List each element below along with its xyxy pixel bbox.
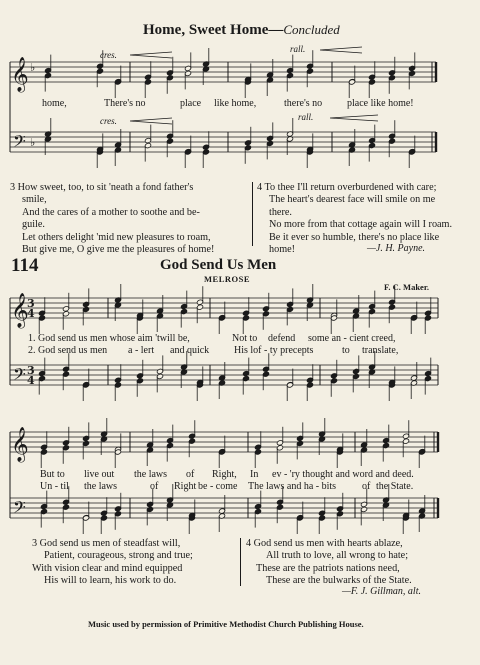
concluded-lyric: there's no bbox=[284, 98, 323, 109]
dyn-cres-lower: cres. bbox=[100, 116, 117, 126]
svg-text:♭: ♭ bbox=[30, 61, 36, 74]
svg-text:3: 3 bbox=[27, 364, 35, 377]
concluded-lyric: like home, bbox=[214, 98, 257, 109]
lyric-v1: some an - cient creed, bbox=[308, 333, 396, 344]
lyric-v2: the laws bbox=[84, 481, 118, 492]
dyn-rall-upper: rall. bbox=[290, 44, 306, 54]
concluded-lyric: place like home! bbox=[347, 98, 414, 109]
lyric-v2: of bbox=[362, 481, 371, 492]
lyric-v2: The laws and ha - bits bbox=[248, 481, 337, 492]
lyric-v2: 2. God send us men bbox=[28, 345, 108, 356]
lyric-v1: In bbox=[250, 469, 259, 480]
lyric-v2: a - lert bbox=[128, 345, 155, 356]
lyric-v1: Right, bbox=[212, 469, 237, 480]
home-stanza-4: 4 To thee I'll return overburdened with care; The heart's dearest face will smile on me there. No more from that cottage again will I roam. Be it ever so humble, there's no place like home! bbox=[257, 182, 453, 256]
lyric-v1: defend bbox=[268, 333, 296, 344]
lyric-v2: the State. bbox=[376, 481, 414, 492]
tune-name: MELROSE bbox=[204, 274, 251, 284]
home-stanza-3: 3 How sweet, too, to sit 'neath a fond father's smile, And the cares of a mother to soothe and be- guile. Let others delight 'mid new pleasures to roam, But give me, O give me the pleasures of home! bbox=[10, 182, 215, 256]
svg-text:𝄢: 𝄢 bbox=[13, 364, 26, 388]
svg-text:4: 4 bbox=[27, 374, 35, 387]
dyn-rall-lower: rall. bbox=[298, 112, 314, 122]
svg-text:4: 4 bbox=[27, 307, 35, 320]
svg-text:𝄢: 𝄢 bbox=[13, 497, 26, 521]
svg-text:𝄞: 𝄞 bbox=[11, 57, 29, 92]
composer: F. C. Maker. bbox=[384, 282, 429, 292]
lyric-v2: Right bbox=[174, 481, 197, 492]
lyric-v2: of bbox=[150, 481, 159, 492]
lyric-v2: Un - til bbox=[40, 481, 69, 492]
lyric-v2: to bbox=[342, 345, 350, 356]
lyric-v1: Not to bbox=[232, 333, 258, 344]
svg-text:3: 3 bbox=[27, 297, 35, 310]
footer-credit: Music used by permission of Primitive Methodist Church Publishing House. bbox=[88, 619, 364, 629]
lyric-v2: translate, bbox=[362, 345, 399, 356]
lyric-v1: the laws bbox=[134, 469, 168, 480]
svg-text:𝄞: 𝄞 bbox=[11, 427, 29, 462]
lyric-v1: But to bbox=[40, 469, 65, 480]
stanza-divider bbox=[240, 538, 241, 586]
concluded-lyric: There's no bbox=[104, 98, 146, 109]
dyn-cres-upper: cres. bbox=[100, 50, 117, 60]
hymn-attribution: —F. J. Gillman, alt. bbox=[342, 586, 421, 597]
concluded-title: Home, Sweet Home—Concluded bbox=[143, 22, 340, 38]
lyric-v2: His lof - ty precepts bbox=[234, 345, 314, 356]
hymn-stanza-3: 3 God send us men of steadfast will, Patient, courageous, strong and true; With vision clear and mind equipped His will to learn, his work to do. bbox=[32, 538, 193, 587]
lyric-v2: be - come bbox=[198, 481, 238, 492]
hymn-stanza-4: 4 God send us men with hearts ablaze, All truth to love, all wrong to hate; These are the patriots nations need, These are the bulwarks of the State. bbox=[246, 538, 412, 587]
lyric-v1: of bbox=[186, 469, 195, 480]
svg-text:𝄞: 𝄞 bbox=[11, 293, 29, 328]
stanza-divider bbox=[252, 182, 253, 246]
svg-text:♭: ♭ bbox=[30, 136, 36, 149]
home-attribution: —J. H. Payne. bbox=[367, 243, 426, 254]
lyric-v1: live out bbox=[84, 469, 115, 480]
concluded-lyric: home, bbox=[42, 98, 67, 109]
hymn-number: 114 bbox=[11, 255, 39, 276]
hymn-title: God Send Us Men bbox=[160, 257, 277, 273]
lyric-v2: and quick bbox=[170, 345, 210, 356]
svg-text:𝄢: 𝄢 bbox=[13, 131, 26, 155]
lyric-v1: 1. God send us men whose aim 'twill be, bbox=[28, 333, 190, 344]
lyric-v1: ev - 'ry thought and word and deed. bbox=[272, 469, 414, 480]
concluded-lyric: place bbox=[180, 98, 202, 109]
